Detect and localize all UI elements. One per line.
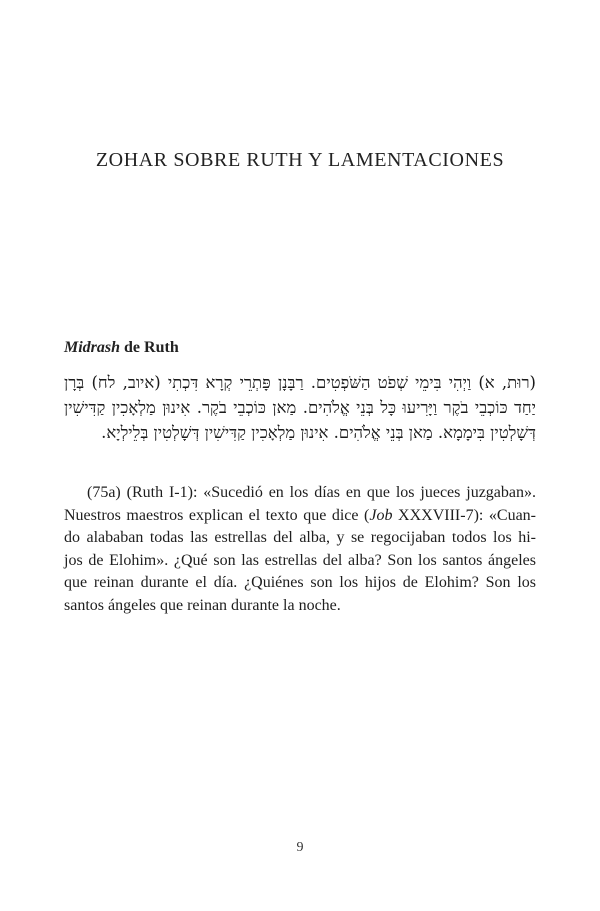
paragraph-line-2-pre: Nuestros maestros explican el texto que dice ( bbox=[64, 506, 370, 524]
section-heading-rest: de Ruth bbox=[120, 339, 179, 356]
page-title: ZOHAR SOBRE RUTH Y LAMENTACIONES bbox=[95, 149, 505, 171]
page-number: 9 bbox=[296, 840, 304, 855]
hebrew-passage: (רוּת, א) וַיְהִי בִּימֵי שְׁפֹט הַשֹּׁפְטִים. רַבָּנָן פָּתְרֵי קְרָא דִּכְתִי (איוב, לח) בְּרָן יַחַד כּוֹכְבֵי בֹקֶר וַיָּרִיעוּ כָּל בְּנֵי אֱלֹהִים. מַאן כּוֹכְבֵי בֹקֶר. אִינוּן מַלְאָכִין קַדִּישִׁין דְּשָׁלְטִין בִּימָמָא. מַאן בְּנֵי אֱלֹהִים. אִינוּן מַלְאָכִין קַדִּישִׁין דְּשָׁלְטִין בְּלֵילְיָא. bbox=[64, 373, 536, 442]
translation-paragraph bbox=[64, 482, 536, 617]
paragraph-line-4: jos de Elohim». ¿Qué son las estrellas del alba? Son los santos ángeles bbox=[64, 551, 536, 569]
section-heading-italic: Midrash bbox=[64, 339, 121, 356]
paragraph-line-3: do alababan todas las estrellas del alba, y se regocijaban todos los hi- bbox=[64, 529, 536, 546]
paragraph-line-6: santos ángeles que reinan durante la noche. bbox=[64, 596, 341, 614]
section-heading bbox=[64, 339, 179, 357]
paragraph-line-5: que reinan durante el día. ¿Quiénes son los hijos de Elohim? Son los bbox=[64, 574, 536, 591]
paragraph-line-1: (75a) (Ruth I-1): «Sucedió en los días en que los jueces juzgaban». bbox=[87, 484, 536, 501]
paragraph-line-2 bbox=[64, 505, 536, 528]
job-reference: Job bbox=[369, 506, 393, 524]
paragraph-line-2-post: XXXVIII-7): «Cuan- bbox=[392, 506, 536, 524]
